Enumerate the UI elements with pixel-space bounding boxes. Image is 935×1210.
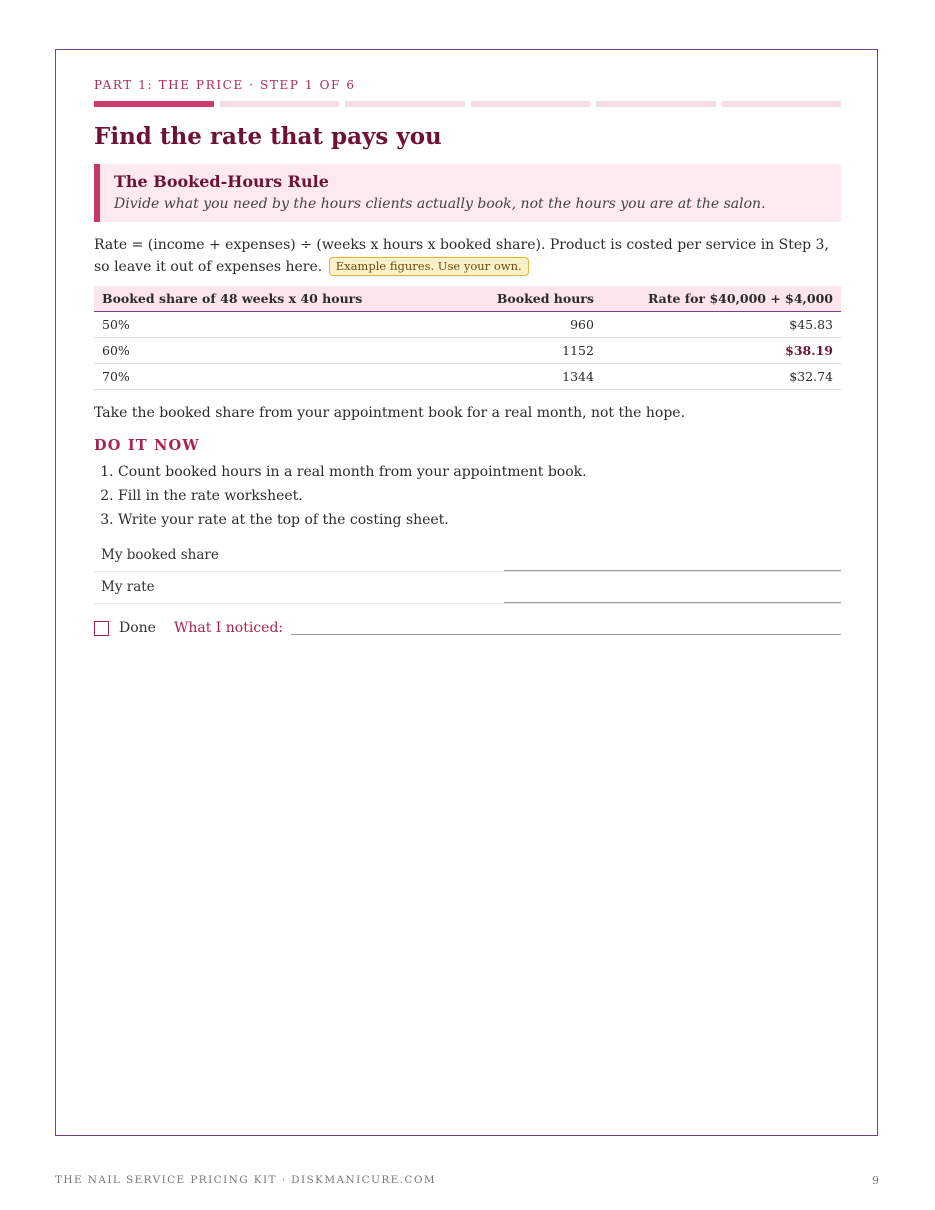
page-number: 9 [872, 1174, 879, 1187]
table-header-row [94, 286, 841, 312]
rate-input-line[interactable] [504, 601, 841, 603]
cell-booked-share: 60% [94, 338, 438, 364]
table-row [94, 338, 841, 364]
rule-subtitle: Divide what you need by the hours clients actually book, not the hours you are at the salon. [114, 196, 766, 212]
cell-rate: $45.83 [602, 312, 841, 338]
example-figures-tag: Example figures. Use your own. [329, 257, 529, 276]
progress-segment-1 [94, 101, 214, 107]
page-title: Find the rate that pays you [94, 123, 442, 150]
progress-segment-5 [596, 101, 716, 107]
field-label-booked-share: My booked share [101, 547, 219, 563]
field-row-rate [94, 572, 841, 604]
step-label: PART 1: THE PRICE · STEP 1 OF 6 [94, 78, 356, 92]
cell-booked-hours: 1152 [438, 338, 602, 364]
col-header-booked-share: Booked share of 48 weeks x 40 hours [94, 286, 438, 312]
action-step: 3. Write your rate at the top of the costing sheet. [118, 508, 841, 532]
what-i-noticed-label: What I noticed: [173, 620, 284, 636]
page-content [94, 78, 841, 638]
table-row [94, 364, 841, 390]
action-steps-list [94, 460, 841, 532]
rule-title: The Booked-Hours Rule [114, 172, 329, 191]
field-row-booked-share [94, 540, 841, 572]
progress-segment-2 [220, 101, 340, 107]
step-progress-bar [94, 101, 841, 107]
col-header-rate: Rate for $40,000 + $4,000 [602, 286, 841, 312]
progress-segment-4 [471, 101, 591, 107]
cell-booked-share: 70% [94, 364, 438, 390]
progress-segment-3 [345, 101, 465, 107]
done-label: Done [119, 620, 156, 636]
cell-booked-hours: 1344 [438, 364, 602, 390]
do-it-now-heading: DO IT NOW [94, 437, 200, 454]
table-row [94, 312, 841, 338]
action-step: 2. Fill in the rate worksheet. [118, 484, 841, 508]
progress-segment-6 [722, 101, 842, 107]
rule-callout [94, 164, 841, 222]
cell-booked-hours: 960 [438, 312, 602, 338]
worksheet-fields [94, 540, 841, 604]
col-header-booked-hours: Booked hours [438, 286, 602, 312]
booked-share-input-line[interactable] [504, 569, 841, 571]
field-label-rate: My rate [101, 579, 155, 595]
rate-table [94, 286, 841, 390]
done-checkbox[interactable] [94, 621, 109, 636]
footer-title: THE NAIL SERVICE PRICING KIT · DISKMANICURE.COM [55, 1174, 437, 1186]
cell-booked-share: 50% [94, 312, 438, 338]
cell-rate-highlighted: $38.19 [602, 338, 841, 364]
cell-rate: $32.74 [602, 364, 841, 390]
done-row [94, 618, 841, 638]
what-i-noticed-input-line[interactable] [291, 622, 841, 635]
action-step: 1. Count booked hours in a real month from your appointment book. [118, 460, 841, 484]
intro-text: Rate = (income + expenses) ÷ (weeks x hours x booked share). Product is costed per service in Step 3, so leave it out of expenses here. [94, 237, 829, 275]
booked-share-note: Take the booked share from your appointment book for a real month, not the hope. [94, 405, 686, 421]
intro-paragraph [94, 234, 841, 278]
